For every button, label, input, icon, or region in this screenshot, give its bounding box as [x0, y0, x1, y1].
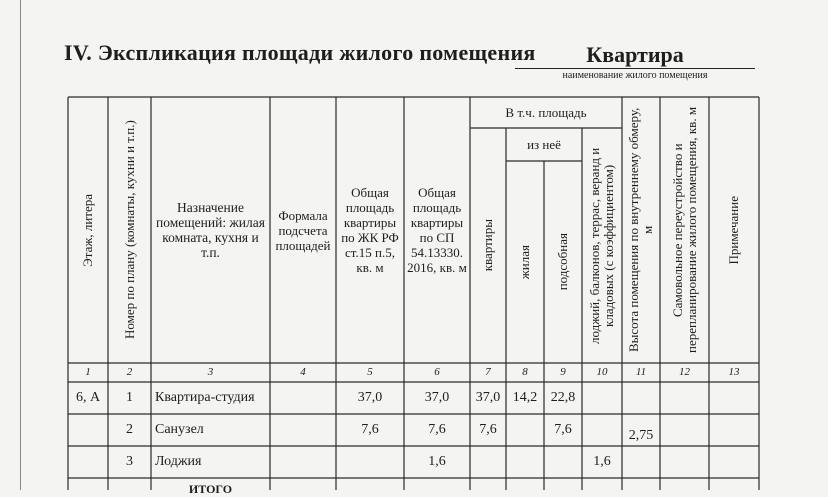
- table-cell-name: Лоджия: [155, 454, 202, 469]
- table-cell-floor: [68, 414, 108, 446]
- table-cell-total-zhk: [336, 446, 404, 478]
- header-living: жилая: [517, 244, 532, 280]
- dwelling-kind: Квартира: [515, 43, 755, 69]
- header-total-area-sp: Общая площадь квартиры по СП 54.13330. 2016, кв. м: [407, 185, 467, 275]
- table-cell-loggia: 1,6: [593, 454, 611, 469]
- column-number: 3: [207, 366, 214, 378]
- column-number: 12: [679, 366, 690, 378]
- table-cell-auxiliary: 22,8: [550, 390, 576, 405]
- table-cell-name: Санузел: [155, 422, 204, 437]
- header-purpose: Назначение помещений: жилая комната, кухня и т.п.: [156, 200, 265, 260]
- table-cell-auxiliary: [544, 446, 582, 478]
- table-cell-living: 14,2: [512, 390, 538, 405]
- header-plan-number: Номер по плану (комнаты, кухни и т.п.): [121, 120, 137, 340]
- table-cell-number: 3: [126, 454, 133, 469]
- header-of-which: из неё: [527, 137, 561, 152]
- column-number: 8: [522, 366, 528, 378]
- table-cell-loggia: [582, 382, 622, 414]
- table-cell-auxiliary: 7,6: [554, 422, 572, 437]
- section-title: IV. Экспликация площади жилого помещения: [64, 40, 536, 65]
- column-number: 7: [485, 366, 491, 378]
- column-number: 13: [728, 366, 740, 378]
- table-cell-apartment: 7,6: [479, 422, 497, 437]
- total-label: ИТОГО: [188, 481, 233, 496]
- column-number: 4: [300, 366, 306, 378]
- table-cell-apartment: 37,0: [475, 390, 501, 405]
- header-note: Примечание: [726, 195, 741, 265]
- table-cell-total-sp: 37,0: [424, 390, 450, 405]
- table-cell-total-sp: 1,6: [428, 454, 446, 469]
- column-number: 1: [85, 366, 91, 378]
- header-total-area-zhk: Общая площадь квартиры по ЖК РФ ст.15 п.5, кв. м: [341, 185, 399, 275]
- table-cell-total-sp: 7,6: [428, 422, 446, 437]
- table-cell-name: Квартира-студия: [155, 390, 255, 405]
- table-cell-number: 1: [126, 390, 133, 405]
- column-number: 6: [434, 366, 440, 378]
- column-number: 9: [560, 366, 566, 378]
- table-cell-living: [506, 414, 544, 446]
- column-number: 5: [367, 366, 373, 378]
- dwelling-kind-caption: наименование жилого помещения: [562, 70, 708, 81]
- header-apartment: квартиры: [480, 219, 495, 272]
- table-cell-living: [506, 446, 544, 478]
- header-floor: Этаж, литера: [80, 193, 95, 267]
- table-cell-apartment: [470, 446, 506, 478]
- table-cell-loggia: [582, 414, 622, 446]
- column-number: 10: [596, 366, 608, 378]
- header-loggias: лоджий, балконов, террас, веранд и кладовых (с коэффициентом): [587, 147, 616, 344]
- header-including-area: В т.ч. площадь: [505, 105, 587, 120]
- header-formula: Формала подсчета площадей: [275, 207, 331, 253]
- table-cell-floor: [68, 446, 108, 478]
- header-height: Высота помещения по внутреннему обмеру, м: [626, 107, 655, 353]
- table-cell-floor: 6, А: [75, 390, 101, 405]
- column-number: 2: [126, 366, 133, 378]
- header-auxiliary: подсобная: [555, 233, 570, 291]
- header-self-built: Самовольное переустройство и перепланирование жилого помещения, кв. м: [669, 106, 699, 354]
- table-cell-total-zhk: 37,0: [357, 390, 383, 405]
- table-cell-total-zhk: 7,6: [361, 422, 379, 437]
- table-cell-number: 2: [126, 422, 133, 437]
- column-number: 11: [635, 366, 647, 378]
- table-cell-height: 2,75: [628, 428, 654, 443]
